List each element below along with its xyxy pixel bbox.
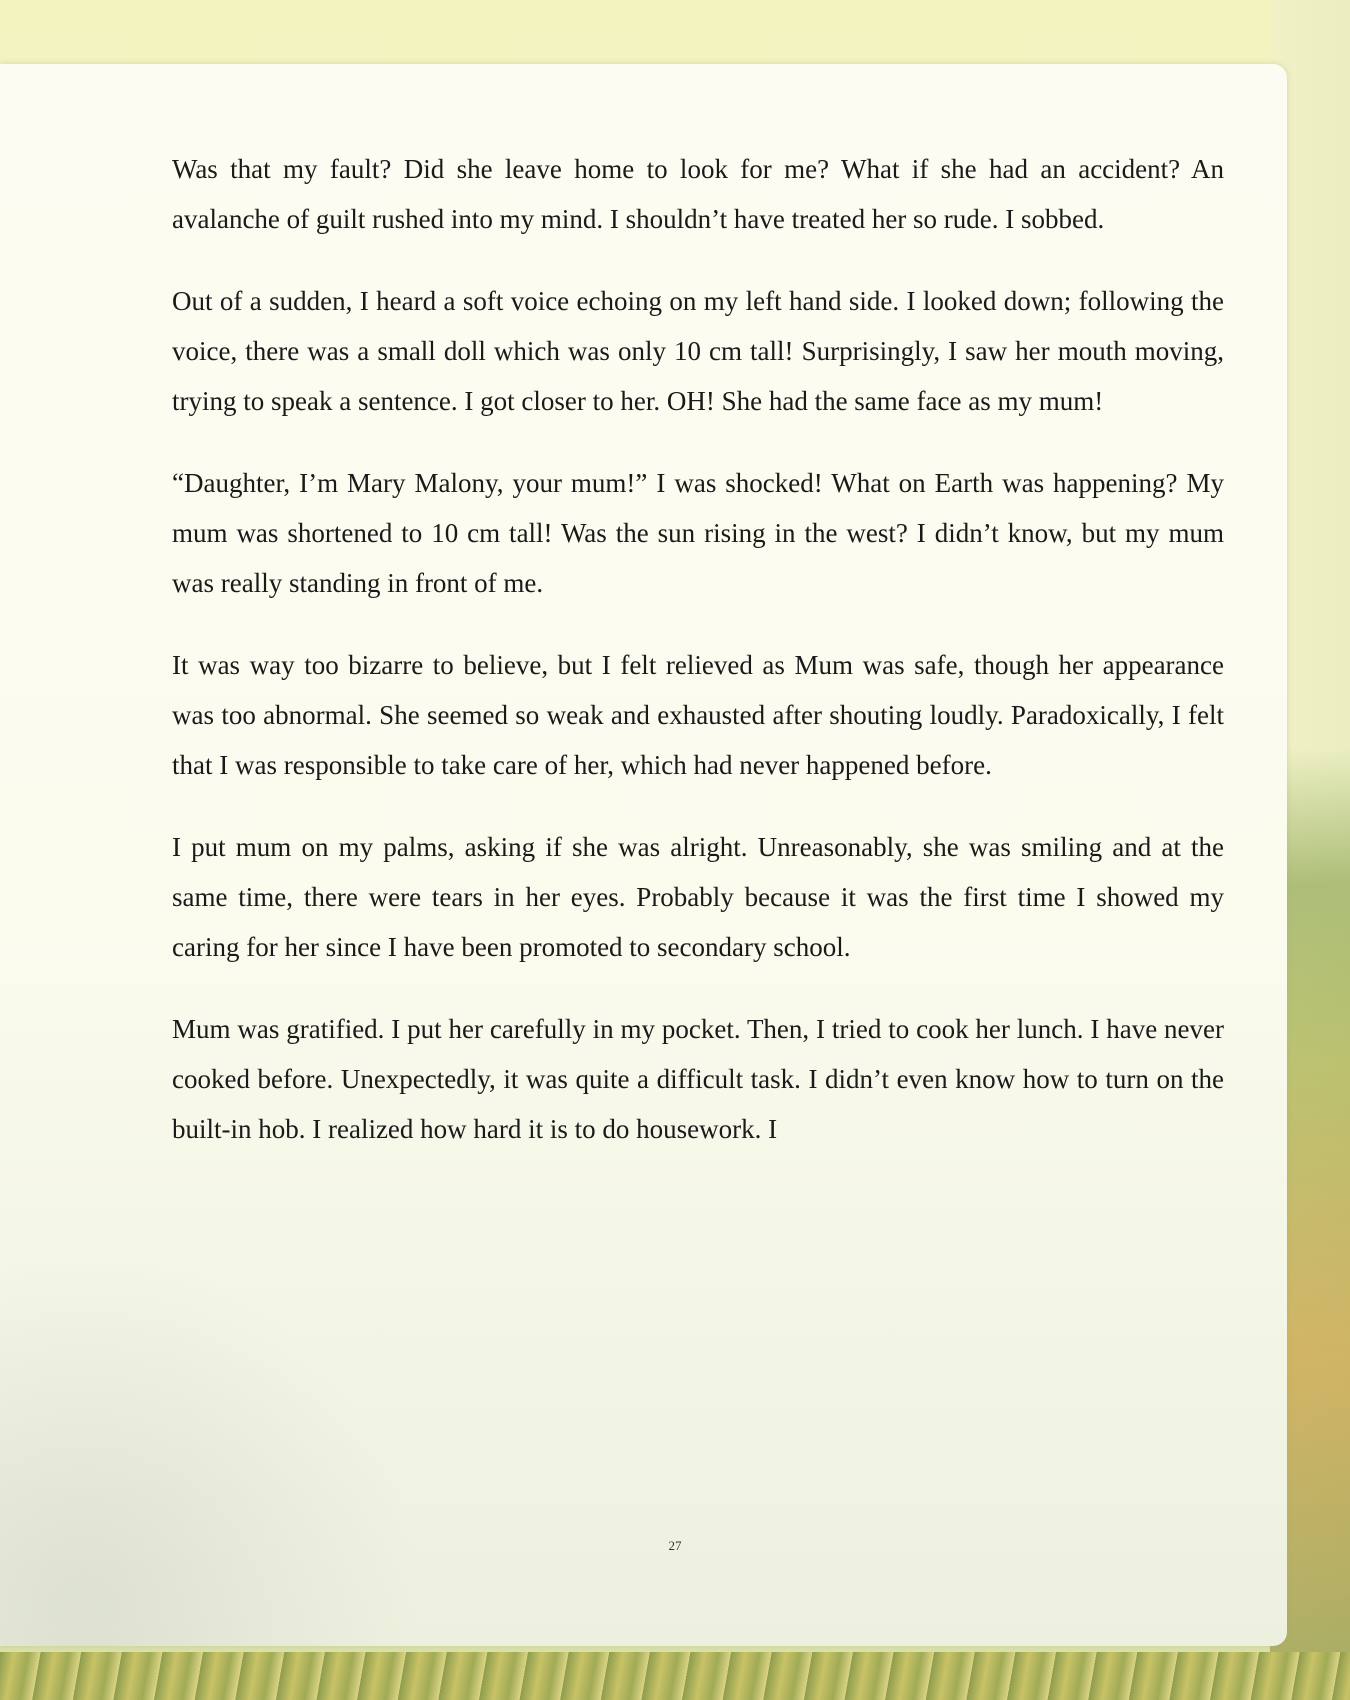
paragraph-3: “Daughter, I’m Mary Malony, your mum!” I was shocked! What on Earth was happening? My mum was shortened to 10 cm tall! Was the sun rising in the west? I didn’t know, but my mum was really standing in front of me. <box>172 468 1224 598</box>
story-text <box>172 144 1224 1186</box>
paragraph-4: It was way too bizarre to believe, but I felt relieved as Mum was safe, though her appearance was too abnormal. She seemed so weak and exhausted after shouting loudly. Paradoxically, I felt that I was responsible to take care of her, which had never happened before. <box>172 650 1224 780</box>
paragraph-5: I put mum on my palms, asking if she was alright. Unreasonably, she was smiling and at the same time, there were tears in her eyes. Probably because it was the first time I showed my caring for her since I have been promoted to secondary school. <box>172 832 1224 962</box>
background-bottom-grass <box>0 1652 1350 1700</box>
paragraph-2: Out of a sudden, I heard a soft voice echoing on my left hand side. I looked down; following the voice, there was a small doll which was only 10 cm tall! Surprisingly, I saw her mouth moving, trying to speak a sentence. I got closer to her. OH! She had the same face as my mum! <box>172 286 1224 416</box>
paragraph-6: Mum was gratified. I put her carefully in my pocket. Then, I tried to cook her lunch. I have never cooked before. Unexpectedly, it was quite a difficult task. I didn’t even know how to turn on the built-in hob. I realized how hard it is to do housework. I <box>172 1014 1224 1144</box>
page-number: 27 <box>668 1538 682 1553</box>
paragraph-1: Was that my fault? Did she leave home to look for me? What if she had an accident? An avalanche of guilt rushed into my mind. I shouldn’t have treated her so rude. I sobbed. <box>172 154 1224 234</box>
